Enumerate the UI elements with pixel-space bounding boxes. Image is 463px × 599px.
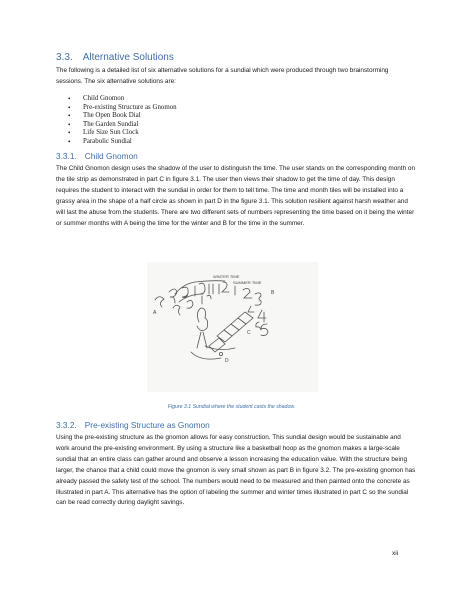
part-d-label: D — [225, 358, 229, 364]
bullet-icon: • — [68, 95, 71, 103]
pre-existing-paragraph: Using the pre-existing structure as the gnomon allows for easy construction. This sundial design would be sustainable and work around the pre-existing environment. By using a structure like a basketball hoop as the gnomon makes a large-scale sundial that an entire class can gather around and observe a lesson increasing the education value. With the structure being larger, the chance that a child could move the gnomon is very small shown as part B in figure 3.2. The pre-existing gnomon has already passed the safety test of the school. The numbers would need to be measured and then painted onto the concrete as illustrated in part A. This alternative has the option of labeling the summer and winter times illustrated in part C so the sundial can be read correctly during daylight savings. — [56, 434, 416, 507]
figure-caption: Figure 3.1 Sundial where the student casts the shadow. — [167, 404, 296, 410]
sundial-sketch-figure — [147, 262, 318, 392]
section-heading — [56, 52, 174, 63]
list-item: • Parabolic Sundial — [68, 137, 132, 146]
bullet-icon: • — [68, 112, 71, 121]
winter-time-label: WINTER TIME — [213, 274, 240, 279]
part-c-label: C — [247, 330, 251, 336]
part-a-label: A — [153, 310, 157, 316]
subsection-heading-pre-existing: 3.3.2. Pre-existing Structure as Gnomon — [56, 420, 210, 430]
bullet-icon: • — [68, 120, 71, 129]
list-item: • Pre-existing Structure as Gnomon — [68, 103, 177, 112]
section-title: Alternative Solutions — [82, 52, 174, 63]
summer-time-label: SUMMER TIME — [233, 280, 262, 285]
section-number: 3.3. — [56, 52, 73, 63]
alternatives-list — [68, 95, 177, 147]
list-item: • The Open Book Dial — [68, 112, 141, 121]
part-b-label: B — [271, 290, 275, 296]
list-item: • Life Size Sun Clock — [68, 129, 139, 138]
bullet-icon: • — [68, 137, 71, 146]
page-number: xii — [392, 550, 399, 557]
bullet-icon: • — [68, 103, 71, 112]
sundial-sketch — [147, 262, 318, 392]
subsection-heading-child-gnomon: 3.3.1. Child Gnomon — [56, 151, 138, 161]
section-intro: The following is a detailed list of six alternative solutions for a sundial which were produced through two brainstorming sessions. The six alternative solutions are: — [56, 67, 389, 85]
list-item: • The Garden Sundial — [68, 120, 139, 129]
child-gnomon-paragraph: The Child Gnomon design uses the shadow of the user to distinguish the time. The user stands on the corresponding month on the tile strip as demonstrated in part C in figure 3.1. The user then views their shadow to get the time of day. This design requires the student to interact with the sundial in order for them to tell time. The time and month tiles will be installed into a grassy area in the shape of a half circle as shown in part D in the figure 3.1. This solution resilient against harsh weather and will last the abuse from the students. There are two different sets of numbers representing the time based on it being the winter or summer months with A being the time for the winter and B for the time in the summer. — [56, 165, 416, 227]
bullet-icon: • — [68, 129, 71, 138]
list-item: • Child Gnomon — [68, 95, 125, 103]
